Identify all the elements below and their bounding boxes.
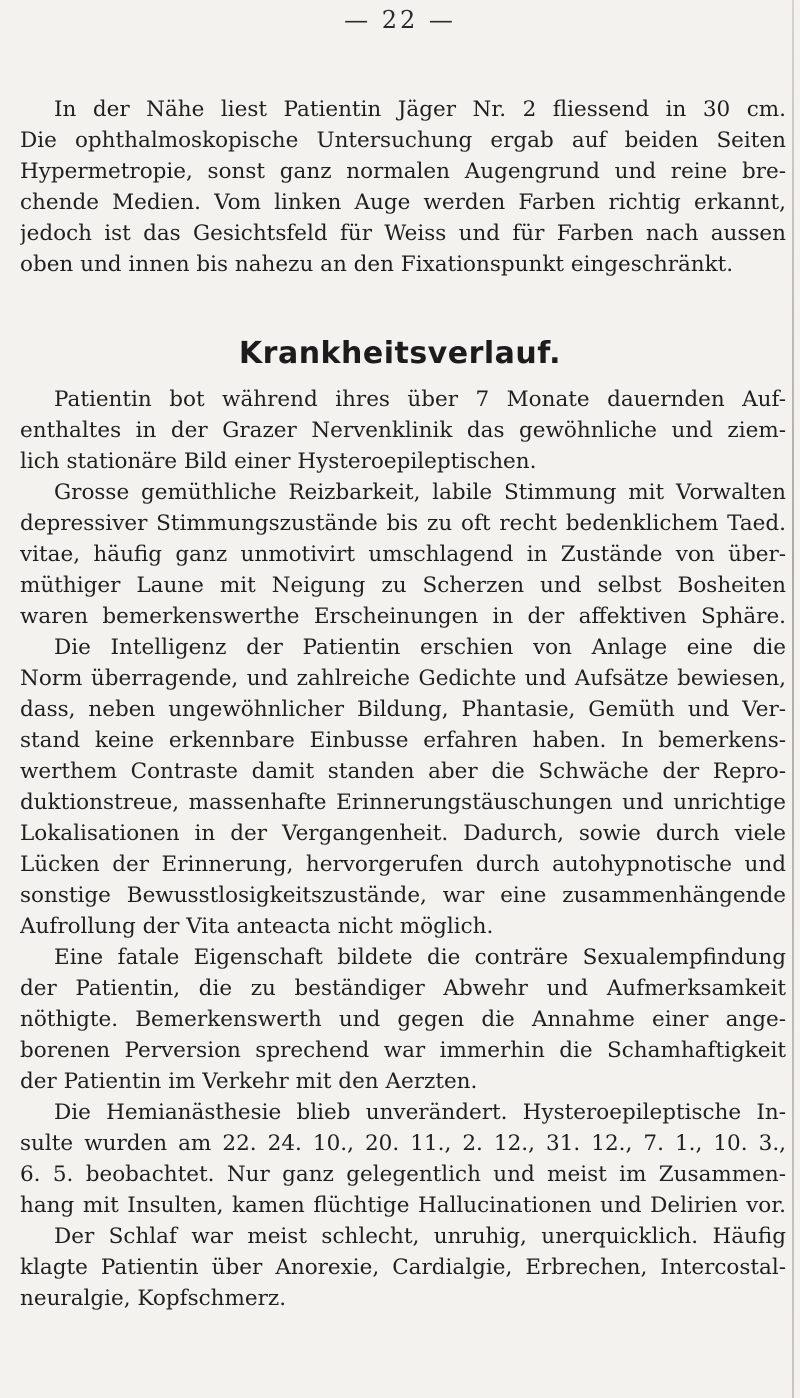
text-line: Lücken der Erinnerung, hervorgerufen durch autohypnotische und <box>20 852 786 877</box>
page-number: — 22 — <box>344 6 456 34</box>
text-line: werthem Contraste damit standen aber die Schwäche der Repro- <box>20 759 786 784</box>
text-line: vitae, häufig ganz unmotivirt umschlagend in Zustände von über- <box>20 542 786 567</box>
text-line: lich stationäre Bild einer Hysteroepileptischen. <box>20 449 537 474</box>
intro-paragraph <box>20 94 786 280</box>
text-line: jedoch ist das Gesichtsfeld für Weiss und für Farben nach aussen <box>20 221 786 246</box>
text-line: stand keine erkennbare Einbusse erfahren haben. In bemerkens- <box>20 728 786 753</box>
page-edge-shadow <box>792 0 794 1398</box>
text-line: duktionstreue, massenhafte Erinnerungstäuschungen und unrichtige <box>20 790 786 815</box>
text-line: der Patientin im Verkehr mit den Aerzten. <box>20 1069 478 1094</box>
text-line: Die ophthalmoskopische Untersuchung ergab auf beiden Seiten <box>20 128 786 153</box>
text-line: Aufrollung der Vita anteacta nicht möglich. <box>20 914 494 939</box>
text-line: Der Schlaf war meist schlecht, unruhig, unerquicklich. Häufig <box>54 1224 786 1249</box>
text-line: klagte Patientin über Anorexie, Cardialgie, Erbrechen, Intercostal- <box>20 1255 786 1280</box>
text-line: Grosse gemüthliche Reizbarkeit, labile Stimmung mit Vorwalten <box>54 480 786 505</box>
text-line: enthaltes in der Grazer Nervenklinik das gewöhnliche und ziem- <box>20 418 786 443</box>
text-line: nöthigte. Bemerkenswerth und gegen die Annahme einer ange- <box>20 1007 786 1032</box>
text-line: neuralgie, Kopfschmerz. <box>20 1286 287 1311</box>
text-line: sonstige Bewusstlosigkeitszustände, war eine zusammenhängende <box>20 883 786 908</box>
text-line: Patientin bot während ihres über 7 Monate dauernden Auf- <box>54 387 786 412</box>
text-line: Lokalisationen in der Vergangenheit. Dadurch, sowie durch viele <box>20 821 786 846</box>
text-line: Eine fatale Eigenschaft bildete die conträre Sexualempfindung <box>54 945 786 970</box>
text-line: depressiver Stimmungszustände bis zu oft recht bedenklichem Taed. <box>20 511 786 536</box>
text-line: In der Nähe liest Patientin Jäger Nr. 2 fliessend in 30 cm. <box>54 97 786 122</box>
text-line: oben und innen bis nahezu an den Fixationspunkt eingeschränkt. <box>20 252 734 277</box>
text-line: chende Medien. Vom linken Auge werden Farben richtig erkannt, <box>20 190 786 215</box>
text-line: Die Intelligenz der Patientin erschien von Anlage eine die <box>54 635 786 660</box>
text-line: 6. 5. beobachtet. Nur ganz gelegentlich und meist im Zusammen- <box>20 1162 786 1187</box>
text-line: dass, neben ungewöhnlicher Bildung, Phantasie, Gemüth und Ver- <box>20 697 786 722</box>
text-line: müthiger Laune mit Neigung zu Scherzen und selbst Bosheiten <box>20 573 786 598</box>
text-line: waren bemerkenswerthe Erscheinungen in der affektiven Sphäre. <box>20 604 786 629</box>
text-line: Hypermetropie, sonst ganz normalen Augengrund und reine bre- <box>20 159 786 184</box>
text-line: Norm überragende, und zahlreiche Gedichte und Aufsätze bewiesen, <box>20 666 786 691</box>
section-body <box>20 384 786 1314</box>
section-heading: Krankheitsverlauf. <box>238 336 562 371</box>
text-line: borenen Perversion sprechend war immerhin die Schamhaftigkeit <box>20 1038 786 1063</box>
text-line: sulte wurden am 22. 24. 10., 20. 11., 2. 12., 31. 12., 7. 1., 10. 3., <box>20 1131 786 1156</box>
text-line: Die Hemianästhesie blieb unverändert. Hysteroepileptische In- <box>54 1100 786 1125</box>
text-line: hang mit Insulten, kamen flüchtige Hallucinationen und Delirien vor. <box>20 1193 786 1218</box>
text-line: der Patientin, die zu beständiger Abwehr und Aufmerksamkeit <box>20 976 786 1001</box>
